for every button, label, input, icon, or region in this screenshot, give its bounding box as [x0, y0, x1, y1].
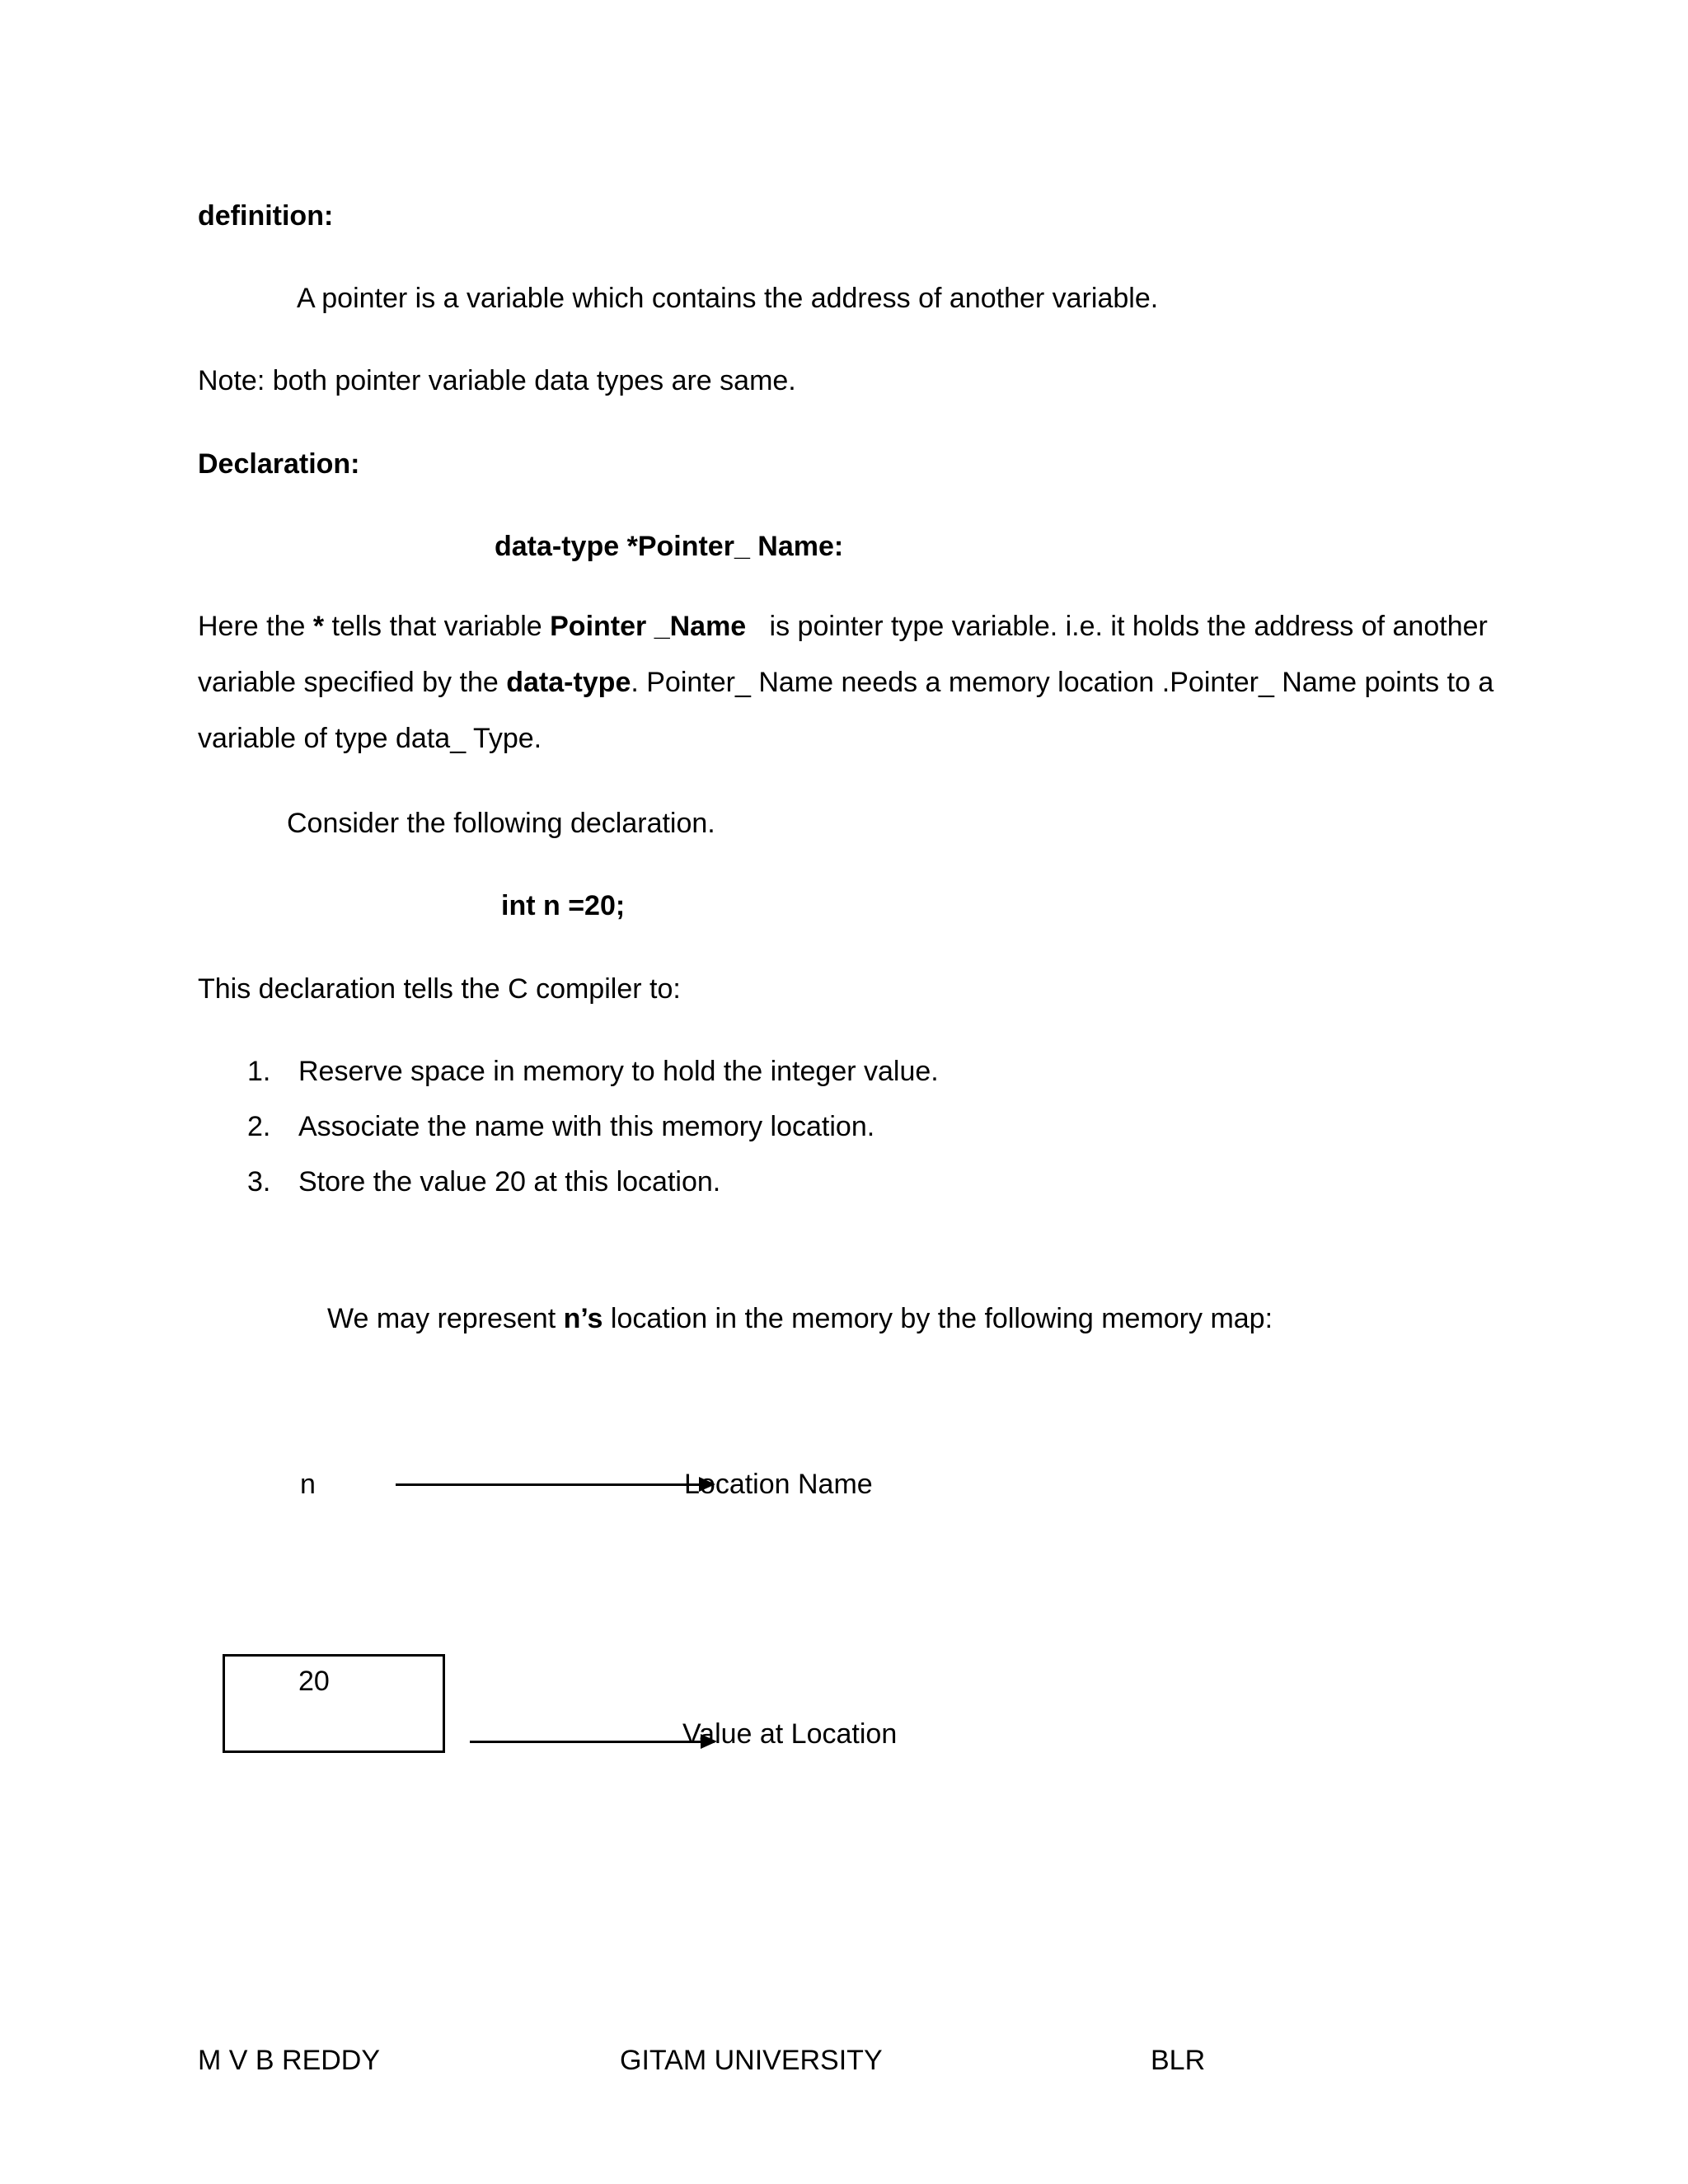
list-number: 1.	[247, 1056, 271, 1087]
memory-cell-box	[223, 1654, 445, 1753]
list-text: Store the value 20 at this location.	[298, 1166, 721, 1197]
declaration-syntax: data-type *Pointer_ Name:	[495, 531, 844, 562]
name-arrow-line	[396, 1483, 701, 1486]
explanation-data-type: data-type	[506, 667, 631, 698]
consider-text: Consider the following declaration.	[287, 808, 715, 839]
variable-name-label: n	[300, 1469, 316, 1500]
declaration-heading: Declaration:	[198, 448, 360, 480]
list-number: 2.	[247, 1111, 271, 1142]
explanation-paragraph	[198, 598, 1517, 766]
footer-campus: BLR	[1151, 2045, 1206, 2076]
list-item	[247, 1055, 939, 1089]
list-text: Associate the name with this memory location.	[298, 1111, 875, 1142]
explanation-star: *	[312, 611, 325, 642]
value-at-location-label: Value at Location	[682, 1718, 898, 1750]
footer-author: M V B REDDY	[198, 2045, 381, 2076]
represent-ns: n’s	[563, 1303, 603, 1334]
explanation-pointer-name: Pointer _Name	[550, 611, 747, 642]
definition-heading: definition:	[198, 200, 334, 232]
code-declaration: int n =20;	[501, 890, 626, 921]
location-name-label: Location Name	[684, 1469, 873, 1500]
represent-part-1: We may represent	[327, 1303, 564, 1334]
list-item	[247, 1165, 720, 1199]
represent-part-2: location in the memory by the following memory map:	[603, 1303, 1273, 1334]
explanation-part-4: . Pointer_ Name needs a memory location .Pointer_ Name points to a variable of type data_ Type.	[198, 667, 1494, 754]
memory-cell-value: 20	[298, 1666, 330, 1697]
represent-text	[327, 1302, 1273, 1336]
definition-text: A pointer is a variable which contains the address of another variable.	[297, 283, 1159, 314]
explanation-part-2: tells that variable	[324, 611, 551, 642]
value-arrow-line	[470, 1741, 709, 1743]
footer-university: GITAM UNIVERSITY	[620, 2045, 883, 2076]
list-text: Reserve space in memory to hold the integer value.	[298, 1056, 939, 1087]
list-item	[247, 1110, 874, 1144]
intro-text: This declaration tells the C compiler to:	[198, 973, 681, 1005]
note-text: Note: both pointer variable data types are same.	[198, 365, 796, 396]
list-number: 3.	[247, 1166, 271, 1197]
explanation-part-1: Here the	[198, 611, 313, 642]
explanation-part-3: is pointer type variable. i.e. it holds the address of another variable specified by the	[198, 611, 1496, 698]
